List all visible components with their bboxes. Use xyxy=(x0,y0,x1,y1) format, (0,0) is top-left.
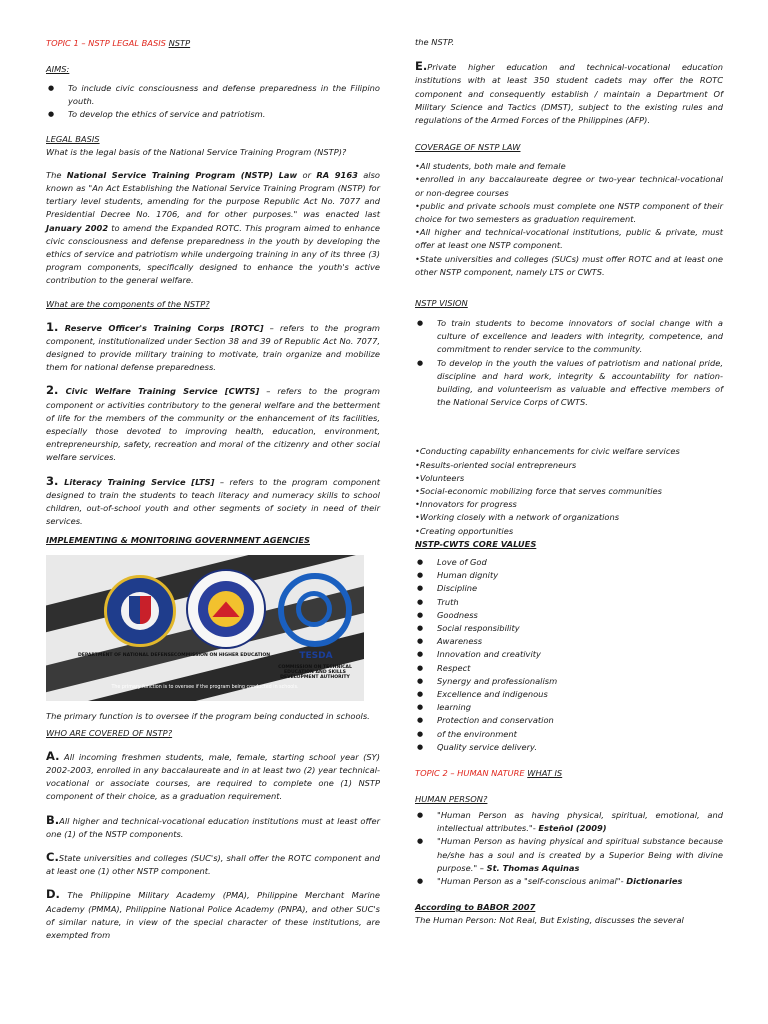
list-item: ● Discipline xyxy=(415,582,723,595)
list-item: ● Excellence and indigenous xyxy=(415,688,723,701)
covered-b: B.All higher and technical-vocational education institutions must at least offer one (1) of the NSTP components. xyxy=(46,812,380,839)
list-item: ● Goodness xyxy=(415,609,723,622)
list-item: ● Quality service delivery. xyxy=(415,741,723,754)
list-item: ● Awareness xyxy=(415,635,723,648)
topic2-title-suffix: WHAT IS xyxy=(527,767,563,778)
list-item: •enrolled in any baccalaureate degree or two-year technical-vocational or non-degree courses xyxy=(415,174,723,198)
component-cwts: 2. Civic Welfare Training Service [CWTS] – refers to the program component or activities contributory to the general welfare and the betterment of life for the members of the community or the enhancement of its facilities, especially those devoted to improving health, education, environment, entrepreneurship, safety, recreation and moral of the citizenry and other social welfare services. xyxy=(46,383,380,463)
aims-list xyxy=(46,82,380,122)
covered-c: C.State universities and colleges (SUC's), shall offer the ROTC component and at least one (1) other NSTP component. xyxy=(46,849,380,877)
topic2-heading xyxy=(415,767,723,780)
ched-seal-icon xyxy=(186,569,266,649)
list-item: •Social-economic mobilizing force that serves communities xyxy=(415,486,662,497)
covered-heading: WHO ARE COVERED OF NSTP? xyxy=(46,727,173,738)
list-item: •Innovators for progress xyxy=(415,499,517,510)
list-item: ● Synergy and professionalism xyxy=(415,675,723,688)
list-item: ● Human dignity xyxy=(415,569,723,582)
list-item: ● To develop in the youth the values of patriotism and national pride, discipline and hard work, integrity & accountability for nation-building, and volunteerism as valuable and effective members of the National Service Corps of CWTS. xyxy=(415,357,723,410)
list-item: ● Protection and conservation xyxy=(415,714,723,727)
list-item: ● To include civic consciousness and defense preparedness in the Filipino youth. xyxy=(46,82,380,108)
core-values-list xyxy=(415,556,723,754)
babor-text: The Human Person: Not Real, But Existing, discusses the several xyxy=(415,915,684,926)
left-column xyxy=(46,0,380,942)
tesda-label: COMMISSION ON TECHNICAL EDUCATION AND SKILLS DEVELOPMENT AUTHORITY xyxy=(278,665,352,681)
banner-caption: The primary function is to oversee if the program being conducted in schools. xyxy=(46,711,370,722)
component-lts: 3. Literacy Training Service [LTS] – refers to the program component designed to train the students to teach literacy and numeracy skills to school children, out-of-school youth and other segments of society in need of their services. xyxy=(46,473,380,527)
vision-list xyxy=(415,317,723,409)
dnd-label: DEPARTMENT OF NATIONAL DEFENSE xyxy=(77,653,175,659)
covered-e: E.Private higher education and technical-vocational education institutions with at least 350 student cadets may offer the ROTC component and consequently establish / maintain a Department Of Military Science and Tactics (DMST), subject to the existing rules and regulations of the Armed Forces of the Philippines (AFP). xyxy=(415,59,723,126)
topic1-title: TOPIC 1 – NSTP LEGAL BASIS xyxy=(46,38,169,48)
list-item: ● "Human Person as having physical, spiritual, emotional, and intellectual attributes."- Esteñol (2009) xyxy=(415,809,723,835)
agencies-banner-image xyxy=(46,555,364,701)
agencies-heading: IMPLEMENTING & MONITORING GOVERNMENT AGENCIES xyxy=(46,535,310,546)
list-item: •public and private schools must complete one NSTP component of their choice for two semesters as graduation requirement. xyxy=(415,200,723,225)
list-item: ● Truth xyxy=(415,596,723,609)
legal-basis-heading: LEGAL BASIS xyxy=(46,133,100,144)
topic2-title: TOPIC 2 – HUMAN NATURE xyxy=(415,767,528,778)
list-item: ● Love of God xyxy=(415,556,723,569)
component-rotc: 1. Reserve Officer's Training Corps [ROTC] – refers to the program component, institutionalized under Section 38 and 39 of Republic Act No. 7077, designed to provide military training to motivate, train organize and mobilize them for national defense preparedness. xyxy=(46,319,380,373)
babor-heading: According to BABOR 2007 xyxy=(415,902,536,913)
list-item: ● of the environment xyxy=(415,728,723,741)
continued-text: the NSTP. xyxy=(415,37,455,47)
tesda-logo-icon xyxy=(278,573,352,647)
vision-heading: NSTP VISION xyxy=(415,298,468,309)
list-item: ● learning xyxy=(415,701,723,714)
list-item: ● Social responsibility xyxy=(415,622,723,635)
list-item: •Results-oriented social entrepreneurs xyxy=(415,459,577,470)
list-item: •Conducting capability enhancements for civic welfare services xyxy=(415,446,680,457)
list-item: ● Respect xyxy=(415,662,723,675)
mission-list xyxy=(415,445,723,537)
coverage-list xyxy=(415,160,723,279)
core-values-heading: NSTP-CWTS CORE VALUES xyxy=(415,538,537,549)
topic1-title-suffix: NSTP xyxy=(168,38,191,48)
list-item: ● "Human Person as having physical and spiritual substance because he/she has a soul and is created by a Superior Being with divine purpose." – St. Thomas Aquinas xyxy=(415,835,723,875)
list-item: •State universities and colleges (SUCs) must offer ROTC and at least one other NSTP component, namely LTS or CWTS. xyxy=(415,253,723,277)
human-person-heading: HUMAN PERSON? xyxy=(415,793,488,804)
list-item: •Volunteers xyxy=(415,472,465,483)
list-item: •All higher and technical-vocational institutions, public & private, must offer at least one NSTP component. xyxy=(415,227,723,251)
list-item: ● "Human Person as a "self-conscious animal"- Dictionaries xyxy=(415,875,723,888)
legal-basis-paragraph: The National Service Training Program (NSTP) Law or RA 9163 also known as "An Act Establishing the National Service Training Program (NSTP) for tertiary level students, amending for the purpose Republic Act No. 7077 and Presidential Decree No. 1706, and for other purposes." was enacted last January 2002 to amend the Expanded ROTC. This program aimed to enhance civic consciousness and defense preparedness in the youth by developing the ethics of service and patriotism while undergoing training in any of its three (3) program components, specifically designed to enhance the youth's active contribution to the general welfare. xyxy=(46,169,381,286)
list-item: •Working closely with a network of organizations xyxy=(415,512,620,523)
list-item: ● Innovation and creativity xyxy=(415,648,723,661)
tesda-wordmark: TESDA xyxy=(299,651,333,662)
ched-label: COMMISSION ON HIGHER EDUCATION xyxy=(173,653,271,659)
list-item: •Creating opportunities xyxy=(415,525,514,536)
list-item: ● To train students to become innovators of social change with a culture of excellence and leaders with integrity, competence, and commitment to render service to the community. xyxy=(415,317,723,357)
topic1-heading xyxy=(46,37,380,50)
legal-basis-question: What is the legal basis of the National Service Training Program (NSTP)? xyxy=(46,146,347,157)
dnd-seal-icon xyxy=(104,575,176,647)
covered-d: D. The Philippine Military Academy (PMA), Philippine Merchant Marine Academy (PMMA), Philippine National Police Academy (PNPA), and other SUC's of similar nature, in view of the special character of these institutions, are exempted from xyxy=(46,887,380,940)
aims-heading: AIMS: xyxy=(46,64,70,74)
list-item: ● To develop the ethics of service and patriotism. xyxy=(46,108,380,121)
banner-footer: The primary function is to oversee if the program being conducted in schools. xyxy=(111,685,299,691)
right-column xyxy=(415,0,723,927)
components-heading: What are the components of the NSTP? xyxy=(46,298,210,309)
human-person-list xyxy=(415,809,723,888)
list-item: •All students, both male and female xyxy=(415,161,566,172)
covered-a: A. All incoming freshmen students, male, female, starting school year (SY) 2002-2003, enrolled in any baccalaureate and in at least two (2) year technical- vocational or associate courses, are required to complete one (1) NSTP component of their choice, as a graduation requirement. xyxy=(46,748,380,802)
coverage-heading: COVERAGE OF NSTP LAW xyxy=(415,142,521,153)
